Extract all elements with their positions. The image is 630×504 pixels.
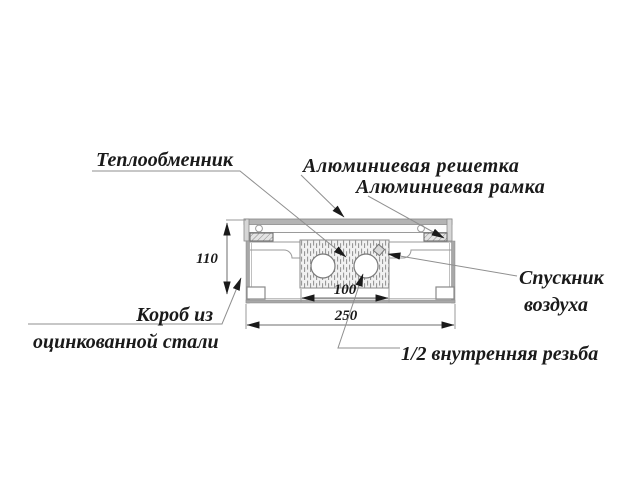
label-air-vent-line1: Спускник [519,267,604,289]
label-internal-thread: 1/2 внутренняя резьба [401,343,599,365]
pipe-right [354,254,378,278]
aluminum-grille [244,219,452,241]
box-foot-left [247,287,265,299]
label-aluminum-grille: Алюминиевая решетка [303,155,520,177]
grille-end-tab-left [244,219,249,241]
dim-250-value: 250 [334,308,358,324]
grille-top-band [244,219,452,225]
label-aluminum-frame: Алюминиевая рамка [356,176,546,198]
label-steel-box-line2: оцинкованной стали [33,331,219,353]
label-steel-box-line1: Короб из [136,304,213,326]
grille-end-tab-right [447,219,452,241]
dim-110-value: 110 [196,251,218,267]
box-foot-right [436,287,454,299]
box-bottom [246,300,455,303]
pipe-left [311,254,335,278]
label-heat-exchanger: Теплообменник [96,149,234,171]
box-step-left [250,250,300,258]
dim-100-value: 100 [333,282,357,298]
heat-exchanger [300,240,389,288]
grille-hole-left [256,225,263,232]
leader-aluminum-grille [301,175,344,217]
aluminum-frame-left [250,233,273,241]
aluminum-frame-right [424,233,447,241]
dimension-box-width [246,304,455,329]
box-step-right [389,250,452,258]
label-air-vent-line2: воздуха [524,294,588,316]
